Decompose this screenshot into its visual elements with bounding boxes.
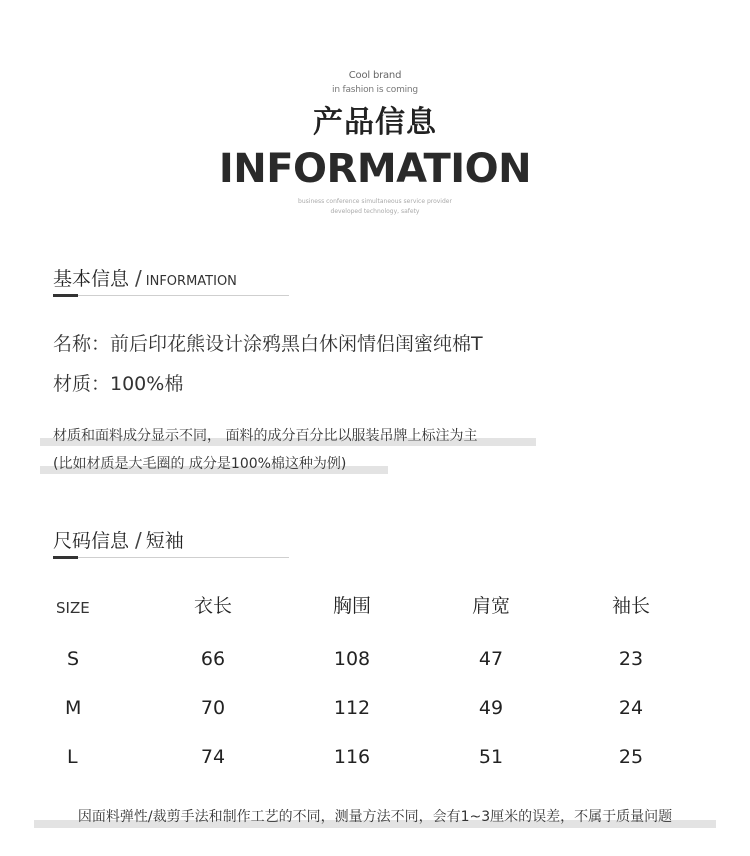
table-cell-size: S (67, 648, 80, 670)
table-cell: 51 (478, 746, 504, 768)
table-cell: 112 (333, 697, 371, 719)
basic-info-heading (53, 265, 237, 295)
material-note-1: 材质和面料成分显示不同， 面料的成分百分比以服装吊牌上标注为主 (53, 428, 478, 444)
size-footnote: 因面料弹性/裁剪手法和制作工艺的不同，测量方法不同，会有1~3厘米的误差，不属于质量问题 (77, 809, 673, 825)
table-header-sleeve: 袖长 (611, 595, 650, 617)
table-cell: 66 (200, 648, 226, 670)
section-divider (53, 295, 289, 296)
product-material: 材质：100%棉 (53, 373, 184, 395)
heading-slash: / (135, 266, 142, 290)
table-cell: 74 (200, 746, 226, 768)
table-cell: 108 (333, 648, 371, 670)
page-title-en: INFORMATION (218, 146, 532, 192)
table-header-shoulder: 肩宽 (471, 595, 510, 617)
section-divider-accent (53, 556, 78, 559)
table-header-size: SIZE (56, 599, 90, 617)
size-info-heading (53, 527, 184, 554)
table-cell: 70 (200, 697, 226, 719)
size-info-heading-sub: 短袖 (145, 530, 184, 552)
section-divider-accent (53, 294, 78, 297)
basic-info-heading-en: INFORMATION (145, 274, 237, 289)
heading-slash: / (135, 528, 142, 552)
subtitle-line-2: developed technology, safety (330, 208, 420, 215)
size-info-heading-cn: 尺码信息 (53, 530, 130, 552)
table-cell: 25 (618, 746, 644, 768)
tagline-fashion: in fashion is coming (332, 85, 418, 95)
table-cell-size: M (65, 697, 82, 719)
table-header-length: 衣长 (193, 595, 232, 617)
basic-info-heading-cn: 基本信息 (53, 268, 130, 290)
table-cell: 116 (333, 746, 371, 768)
tagline-cool-brand: Cool brand (348, 70, 402, 81)
table-header-chest: 胸围 (332, 595, 371, 617)
section-divider (53, 557, 289, 558)
page-title-cn: 产品信息 (313, 105, 437, 140)
table-cell: 23 (618, 648, 644, 670)
material-note-2: (比如材质是大毛圈的 成分是100%棉这种为例) (53, 456, 347, 472)
table-cell: 49 (478, 697, 504, 719)
table-cell-size: L (67, 746, 78, 768)
table-cell: 24 (618, 697, 644, 719)
table-cell: 47 (478, 648, 504, 670)
subtitle-line-1: business conference simultaneous service provider (298, 198, 452, 205)
product-name: 名称：前后印花熊设计涂鸦黑白休闲情侣闺蜜纯棉T (53, 333, 483, 355)
